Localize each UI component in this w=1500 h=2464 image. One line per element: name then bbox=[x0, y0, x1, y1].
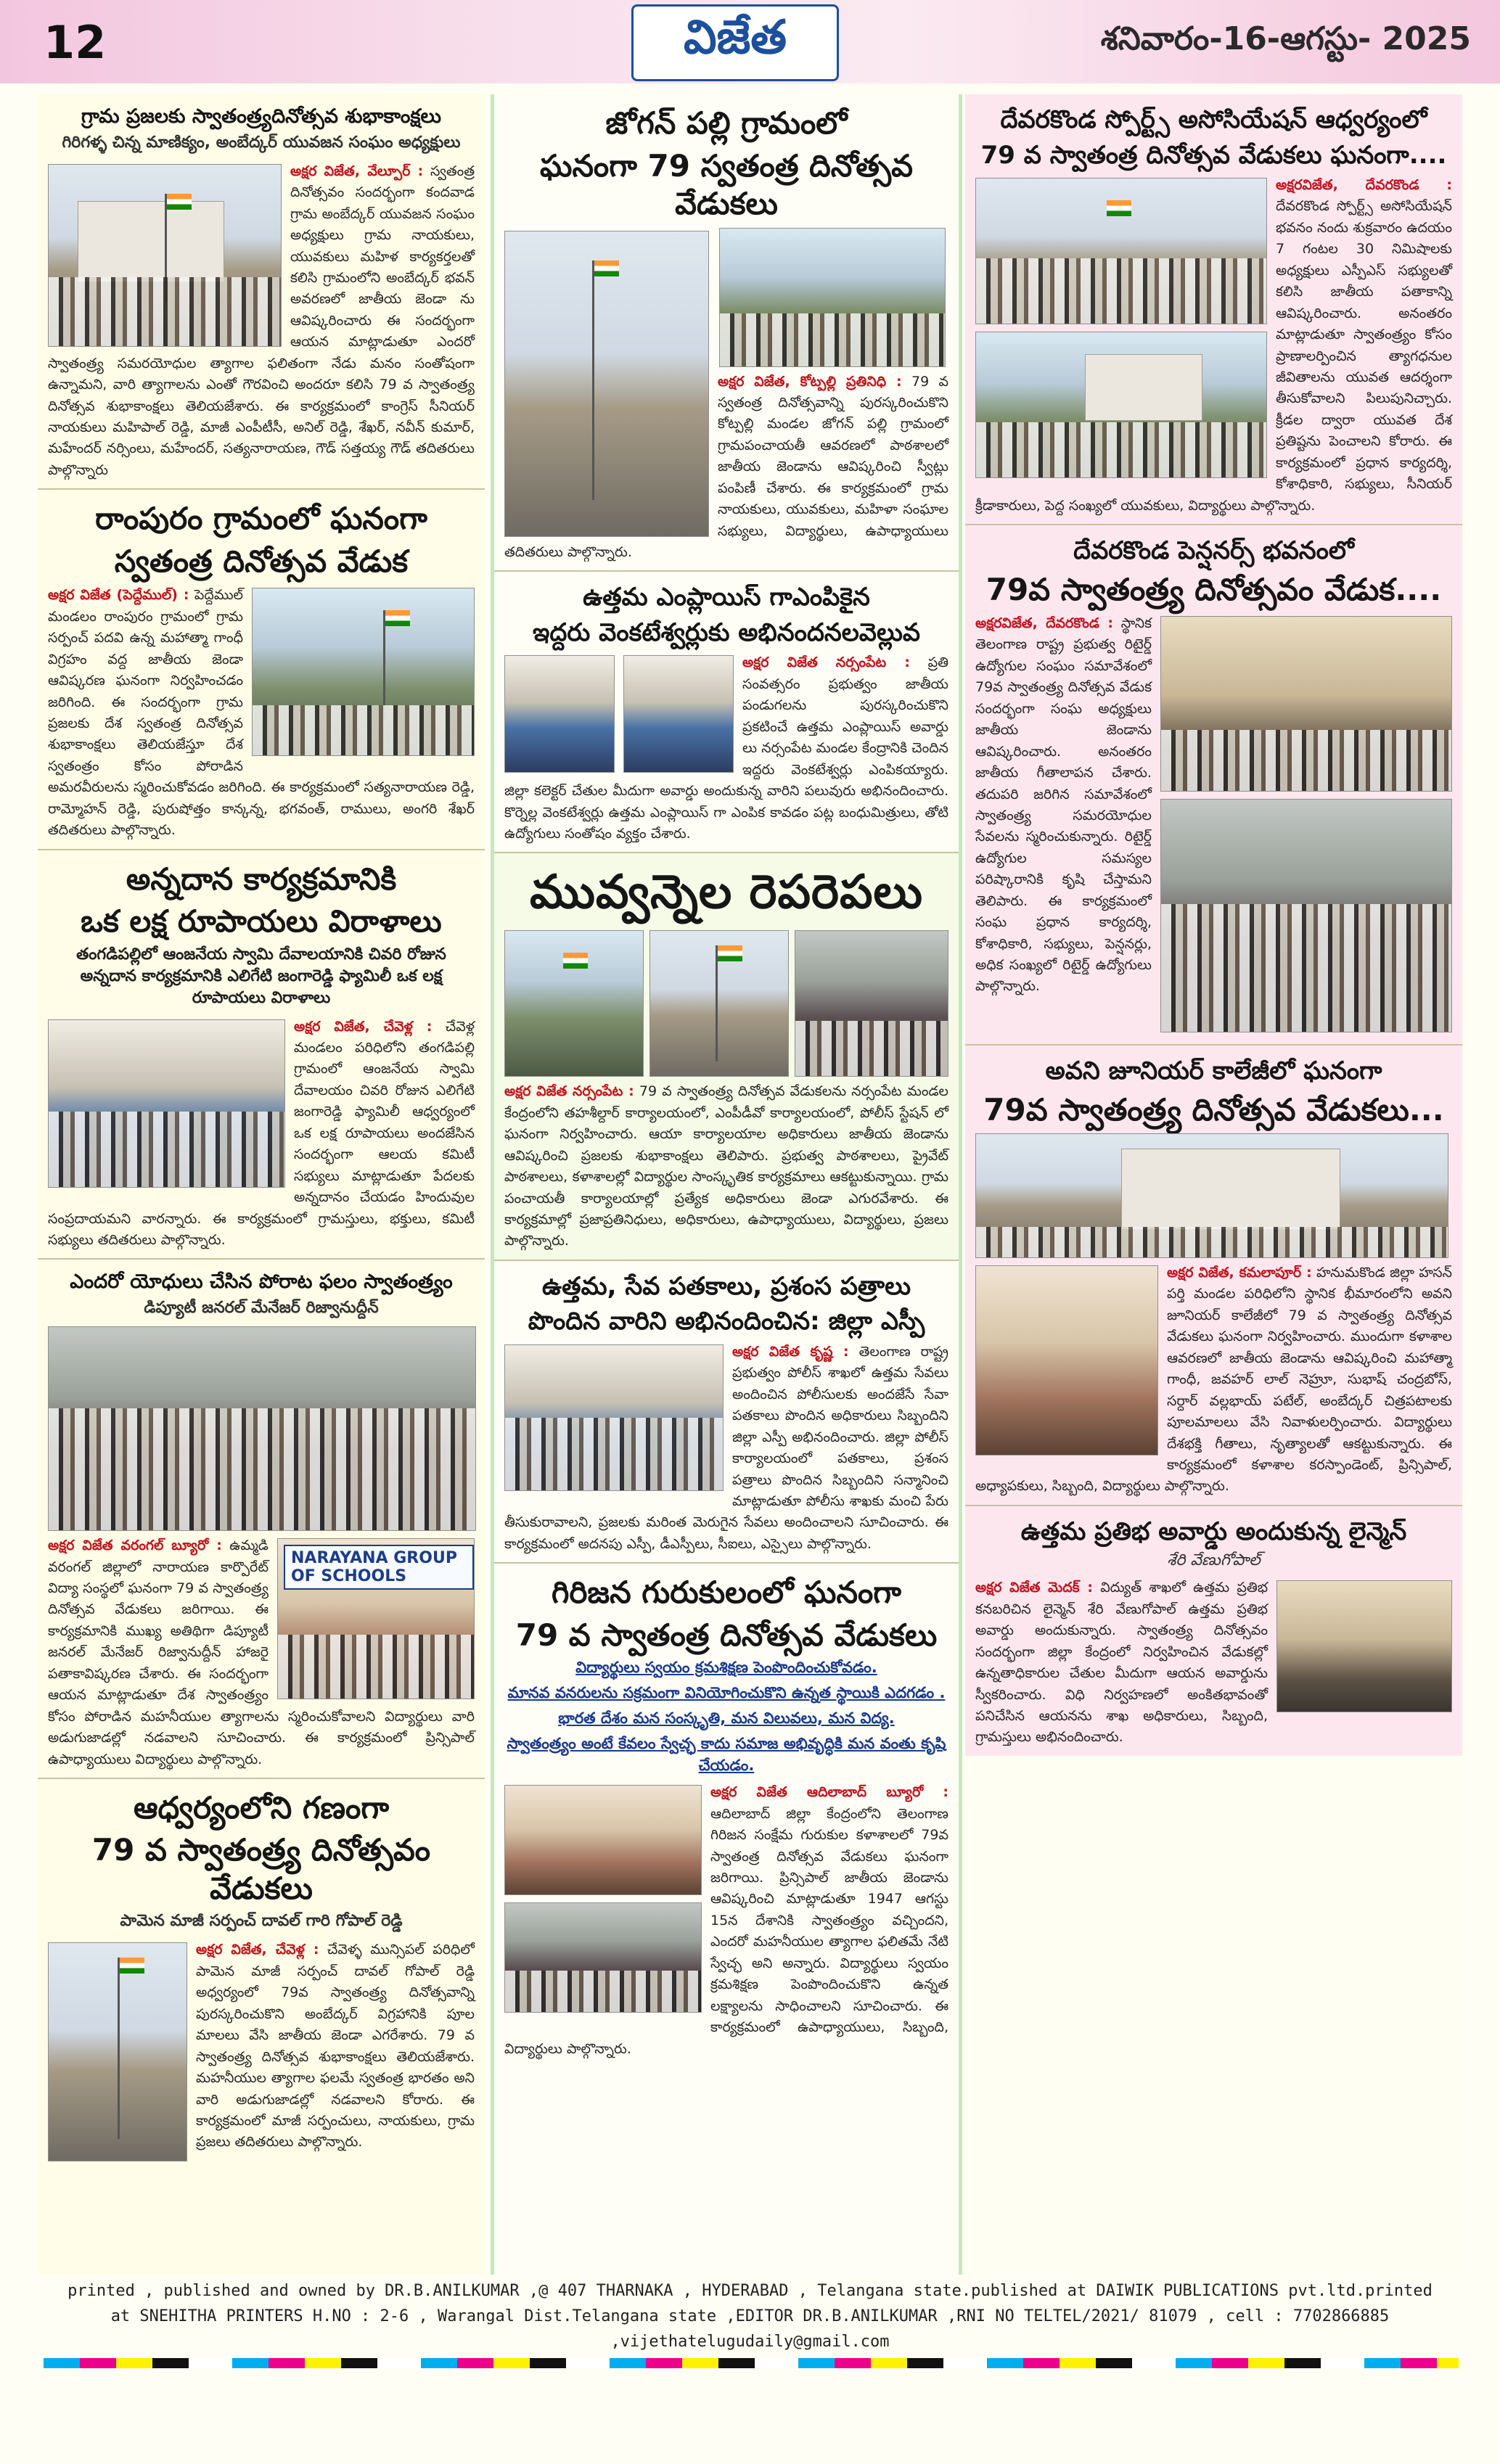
photo-award-handover bbox=[1276, 1580, 1452, 1712]
crowd-shape bbox=[278, 1635, 474, 1699]
headline-line1: ఉత్తమ ఎంప్లాయిస్ గాఎంపికైన bbox=[583, 583, 870, 612]
story-body: ప్రతి సంవత్సరం ప్రభుత్వం జాతీయ పండుగలను పురస్కరించుకొని ప్రకటించే ఉత్తమ ఎంప్లాయిస్ అవార్డు లు నర్సంపేట మండల కేంద్రానికి చెందిన ఇద్దరు వెంకటేశ్వర్లు ఎంపికయ్యారు. జిల్లా కలెక్టర్ చేతుల మీదుగా అవార్డు అందుకున్న వారిని పలువురు అభినందించారు. కొర్నెల్ల వెంకటేశ్వర్లు ఉత్తమ ఎంప్లాయిస్ గా ఎంపిక కావడం పట్ల బంధుమిత్రులు, తోటి ఉద్యోగులు సంతోషం వ్యక్తం చేశారు. bbox=[504, 654, 948, 842]
story-body: పెద్దేముల్ మండలం రాంపురం గ్రామంలో గ్రామ సర్పంచ్ పదవి ఉన్న మహాత్మా గాంధీ విగ్రహం వద్ద జాతీయ జెండా ఆవిష్కరణ ఘనంగా నిర్వహించడం జరిగింది. ఈ సందర్భంగా గ్రామ ప్రజలకు దేశ స్వతంత్ర దినోత్సవ శుభాకాంక్షలు తెలియజేస్తూ దేశ స్వతంత్రం కోసం పోరాడిన అమరవీరులను స్మరించుకోవడం జరిగింది. ఈ కార్యక్రమంలో సత్యనారాయణ రెడ్డి, రామ్మోహన్ రెడ్డి, పురుషోత్తం కాన్కన్న, భగవంత్, రాములు, అంగరి శేఖర్ తదితరులు పాల్గొన్నారు. bbox=[48, 587, 475, 839]
page-header bbox=[0, 0, 1500, 83]
photo-flag-hoisting bbox=[48, 164, 282, 347]
photo-pensioners-meeting bbox=[1160, 799, 1452, 1032]
story-body: ఆదిలాబాద్ జిల్లా కేంద్రంలోని తెలంగాణ గిరిజన సంక్షేమ గురుకుల కళాశాలలో 79వ స్వాతంత్ర దినోత్సవ వేడుకలు ఘనంగా జరిగాయి. ప్రిన్సిపాల్ జాతీయ జెండాను ఆవిష్కరించి మాట్లాడుతూ 1947 ఆగస్టు 15న దేశానికి స్వాతంత్ర్యం వచ్చిందని, ఎందరో మహనీయుల త్యాగాల ఫలితమే నేటి స్వేచ్ఛ అని అన్నారు. విద్యార్థులు స్వయం క్రమశిక్షణ పెంపొందించుకొని ఉన్నత లక్ష్యాలను సాధించాలని సూచించారు. ఈ కార్యక్రమంలో ఉపాధ్యాయులు, సిబ్బంది, విద్యార్థులు పాల్గొన్నారు. bbox=[504, 1805, 948, 2057]
flag-icon bbox=[594, 260, 619, 276]
headline: ఎందరో యోధులు చేసిన పోరాట ఫలం స్వాతంత్ర్యం bbox=[70, 1270, 453, 1294]
flag-pole bbox=[118, 1958, 120, 2139]
subhead: గిరిగళ్ళ చిన్న మాణిక్యం, అంబేద్కర్ యువజన సంఘం అధ్యక్షులు bbox=[62, 133, 461, 152]
headline-line1: రాంపురం గ్రామంలో ఘనంగా bbox=[95, 501, 427, 537]
photo-gurukul-stage bbox=[504, 1785, 702, 1895]
story-narayana-school bbox=[38, 1260, 485, 1779]
dateline: అక్షర విజేత ఆదిలాబాద్ బ్యూరో : bbox=[710, 1784, 948, 1801]
building-shape bbox=[78, 201, 224, 282]
photo-award-1 bbox=[504, 655, 615, 773]
story-best-employees bbox=[494, 572, 959, 853]
dateline: అక్షరవిజేత, దేవరకొండ : bbox=[975, 615, 1113, 631]
subhead: శేరి వేణుగోపాల్ bbox=[1167, 1551, 1261, 1570]
photo-college-portraits bbox=[975, 1265, 1158, 1455]
headline-line2: 79 వ స్వాతంత్ర దినోత్సవ వేడుకలు bbox=[515, 1617, 938, 1653]
photo-students-assembly bbox=[48, 1326, 476, 1531]
flag-icon bbox=[1107, 200, 1131, 216]
building-shape bbox=[1085, 354, 1202, 421]
subhead: తంగడిపల్లిలో ఆంజనేయ స్వామి దేవాలయానికి చివరి రోజున అన్నదాన కార్యక్రమానికి ఎలిగేటి జంగారెడ్డి ఫ్యామిలీ ఒక లక్ష రూపాయలు విరాళాలు bbox=[76, 945, 446, 1007]
dateline: అక్షర విజేత నర్సంపేట : bbox=[504, 1083, 634, 1100]
photo-award-2 bbox=[623, 655, 734, 773]
building-shape bbox=[1121, 1149, 1340, 1230]
dateline: అక్షర విజేత (పెద్దేముల్) : bbox=[48, 587, 189, 604]
crowd-shape bbox=[795, 1021, 948, 1076]
quote-1: విద్యార్థులు స్వయం క్రమశిక్షణ పెంపొందించుకోవడం. bbox=[575, 1659, 877, 1677]
crowd-shape bbox=[49, 277, 281, 346]
story-body: స్థానిక తెలంగాణ రాష్ట్ర ప్రభుత్వ రిటైర్డ్ ఉద్యోగుల సంఘం సమావేశంలో 79వ స్వాతంత్ర్య దినోత్సవ వేడుక సందర్భంగా సంఘ అధ్యక్షులు జాతీయ జెండాను ఆవిష్కరించారు. అనంతరం జాతీయ గీతాలాపన చేశారు. తదుపరి జరిగిన సమావేశంలో స్వాతంత్ర్య సమరయోధుల సేవలను స్మరించుకున్నారు. రిటైర్డ్ ఉద్యోగుల సమస్యల పరిష్కారానికి కృషి చేస్తామని తెలిపారు. ఈ కార్యక్రమంలో సంఘ ప్రధాన కార్యదర్శి, కోశాధికారి, సభ్యులు, పెన్షనర్లు, అధిక సంఖ్యలో రిటైర్డ్ ఉద్యోగులు పాల్గొన్నారు. bbox=[975, 615, 1152, 995]
headline-line1: అవని జూనియర్ కాలేజీలో ఘనంగా bbox=[1045, 1056, 1382, 1085]
dateline: అక్షర విజేత, కోట్పల్లి ప్రతినిధి : bbox=[718, 373, 902, 390]
story-body: 79 వ స్వతంత్ర దినోత్సవాన్ని పురస్కరించుకొని కోట్పల్లి మండల జోగన్ పల్లి గ్రామంలో గ్రామపంచాయతీ ఆవరణలో పాఠశాలలో జాతీయ జెండాను ఆవిష్కరించి స్వీట్లు పంపిణీ చేశారు. ఈ కార్యక్రమంలో గ్రామ నాయకులు, యువకులు, మహిళా సంఘాల సభ్యులు, విద్యార్థులు, ఉపాధ్యాయులు తదితరులు పాల్గొన్నారు. bbox=[504, 373, 948, 560]
column-left bbox=[38, 94, 485, 2275]
flag-icon bbox=[385, 610, 410, 626]
crowd-shape bbox=[253, 705, 474, 755]
photo-statue-garland bbox=[504, 231, 709, 537]
photo-sports-crowd bbox=[975, 332, 1267, 478]
photo-office-flag bbox=[504, 930, 644, 1077]
headline-line2: 79 వ స్వాతంత్ర్య దినోత్సవం వేడుకలు bbox=[91, 1832, 431, 1906]
photo-police-flag bbox=[649, 930, 789, 1077]
headline-line1: దేవరకొండ పెన్షనర్స్ భవనంలో bbox=[1073, 536, 1354, 565]
headline-line2: 79 వ స్వాతంత్ర దినోత్సవ వేడుకలు ఘనంగా.... bbox=[980, 140, 1447, 170]
headline-line1: ఆధ్వర్యంలోని గణంగా bbox=[133, 1789, 390, 1826]
column-right bbox=[965, 94, 1462, 2275]
crowd-shape bbox=[49, 1408, 475, 1530]
quote-3: భారత దేశం మన సంస్కృతి, మన విలువలు, మన విద్య. bbox=[558, 1709, 895, 1728]
story-rampuram bbox=[38, 490, 485, 850]
photo-donation-event bbox=[48, 1019, 285, 1188]
crowd-shape bbox=[49, 1112, 284, 1187]
story-pensioners bbox=[965, 525, 1462, 1046]
story-body: హనుమకొండ జిల్లా హసన్ పర్తి మండల పరిధిలోని స్థానిక భీమారంలోని అవని జూనియర్ కాలేజీలో 79 వ స్వాతంత్ర్య దినోత్సవ వేడుకలు ఘనంగా నిర్వహించారు. ముందుగా కళాశాల ఆవరణలో జాతీయ జెండాను ఆవిష్కరించి మహాత్మా గాంధీ, జవహర్ లాల్ నెహ్రూ, సుభాష్ చంద్రబోస్, సర్దార్ వల్లభాయ్ పటేల్, అంబేద్కర్ చిత్రపటాలకు పూలమాలలు వేసి నివాళులర్పించారు. విద్యార్థులు దేశభక్తి గీతాలు, నృత్యాలతో ఆకట్టుకున్నారు. ఈ కార్యక్రమంలో కళాశాల కరస్పాండెంట్, ప్రిన్సిపాల్, అధ్యాపకులు, సిబ్బంది, విద్యార్థులు పాల్గొన్నారు. bbox=[975, 1265, 1452, 1495]
quote-4: స్వాతంత్ర్యం అంటే కేవలం స్వేచ్ఛ కాదు సమాజ అభివృద్ధికి మన వంతు కృషి చేయడం. bbox=[507, 1735, 946, 1775]
headline: గ్రామ ప్రజలకు స్వాతంత్ర్యదినోత్సవ శుభాకాంక్షలు bbox=[81, 105, 442, 128]
headline-line1: ఉత్తమ, సేవ పతకాలు, ప్రశంస పత్రాలు bbox=[542, 1271, 911, 1301]
photo-narayana-banner bbox=[277, 1538, 475, 1699]
story-body: చేవెళ్ల మండలం పరిధిలోని తంగడిపల్లి గ్రామంలో ఆంజనేయ స్వామి దేవాలయం చివరి రోజున ఎలిగేటి జంగారెడ్డి ఫ్యామిలీ ఆధ్వర్యంలో ఒక లక్ష రూపాయలు అందజేసిన సందర్భంగా ఆలయ కమిటీ సభ్యులు మాట్లాడుతూ పేదలకు అన్నదానం చేయడం హిందువుల సంప్రదాయమని వారన్నారు. ఈ కార్యక్రమంలో గ్రామస్తులు, భక్తులు, కమిటీ సభ్యులు తదితరులు పాల్గొన్నారు. bbox=[48, 1018, 475, 1248]
story-body: 79 వ స్వాతంత్ర్య దినోత్సవ వేడుకలను నర్సంపేట మండల కేంద్రంలోని తహశీల్దార్ కార్యాలయంలో, ఎంపీడీవో కార్యాలయంలో, పోలీస్ స్టేషన్ లో ఘనంగా నిర్వహించారు. ఆయా కార్యాలయాల అధికారులు జాతీయ జెండాను ఆవిష్కరించి ప్రజలకు శుభాకాంక్షలు తెలిపారు. ప్రభుత్వ పాఠశాలలు, ప్రైవేట్ పాఠశాలలు, కళాశాలల్లో విద్యార్థుల సాంస్కృతిక కార్యక్రమాలు ఆకట్టుకున్నాయి. గ్రామ పంచాయతీ కార్యాలయాల్లో ప్రత్యేక అధికారులు జెండా ఎగురవేశారు. ఈ కార్యక్రమాల్లో ప్రజాప్రతినిధులు, అధికారులు, ఉపాధ్యాయులు, విద్యార్థులు, ప్రజలు పాల్గొన్నారు. bbox=[504, 1083, 948, 1249]
dateline: అక్షర విజేత నర్సంపేట : bbox=[742, 654, 911, 671]
crowd-shape bbox=[976, 422, 1266, 477]
flag-icon bbox=[120, 1958, 144, 1974]
story-body: దేవరకొండ స్పోర్ట్స్ అసోసియేషన్ భవనం నందు శుక్రవారం ఉదయం 7 గంటల 30 నిమిషాలకు అధ్యక్షులు ఎస్పీఎస్ సభ్యులతో కలిసి జాతీయ పతాకాన్ని ఆవిష్కరించారు. అనంతరం మాట్లాడుతూ స్వాతంత్ర్యం కోసం ప్రాణాలర్పించిన త్యాగధనుల జీవితాలను యువత ఆదర్శంగా తీసుకోవాలని పిలుపునిచ్చారు. క్రీడల ద్వారా యువత దేశ ప్రతిష్టను పెంచాలని కోరారు. ఈ కార్యక్రమంలో ప్రధాన కార్యదర్శి, కోశాధికారి, సభ్యులు, సీనియర్ క్రీడాకారులు, పెద్ద సంఖ్యలో యువకులు, విద్యార్థులు పాల్గొన్నారు. bbox=[975, 198, 1452, 514]
crowd-shape bbox=[976, 1227, 1448, 1258]
flag-icon bbox=[718, 945, 742, 961]
photo-villagers bbox=[719, 228, 946, 367]
subhead: పామెన మాజీ సర్పంచ్ దావల్ గారి గోపాల్ రెడ్డి bbox=[120, 1912, 403, 1931]
story-body: తెలంగాణ రాష్ట్ర ప్రభుత్వం పోలీస్ శాఖలో ఉత్తమ సేవలు అందించిన పోలీసులకు అందజేసే సేవా పతకాలు పొందిన అధికారులు సిబ్బందిని జిల్లా ఎస్పీ అభినందించారు. జిల్లా పోలీస్ కార్యాలయంలో పతకాలు, ప్రశంస పత్రాలు పొందిన సిబ్బందిని సన్మానించి మాట్లాడుతూ పోలీసు శాఖకు మంచి పేరు తీసుకురావాలని, ప్రజలకు మరింత మెరుగైన సేవలు అందించాలని సూచించారు. ఈ కార్యక్రమంలో అదనపు ఎస్పీ, డీఎస్పీలు, సీఐలు, ఎస్సైలు పాల్గొన్నారు. bbox=[504, 1343, 948, 1552]
story-police-medals bbox=[494, 1261, 959, 1564]
crowd-shape bbox=[1161, 904, 1451, 1032]
story-body: చేవెళ్ళ మున్సిపల్ పరిధిలో పామెన మాజీ సర్పంచ్ దావల్ గోపాల్ రెడ్డి అధ్వర్యంలో 79వ స్వాతంత్ర్య దినోత్సవాన్ని పురస్కరించుకొని అంబేద్కర్ విగ్రహానికి పూల మాలలు వేసి జాతీయ జెండా ఎగరేశారు. 79 వ స్వాతంత్ర్య దినోత్సవ శుభాకాంక్షలు తెలియజేశారు. మహనీయుల త్యాగాల ఫలమే స్వతంత్ర భారతం అని వారి అడుగుజాడల్లో నడవాలని కోరారు. ఈ కార్యక్రమంలో మాజీ సర్పంచులు, నాయకులు, గ్రామ ప్రజలు తదితరులు పాల్గొన్నారు. bbox=[196, 1942, 475, 2151]
headline-line1: జోగన్ పల్లి గ్రామంలో bbox=[605, 105, 848, 141]
flag-pole bbox=[716, 945, 718, 1061]
dateline: అక్షర విజేత వరంగల్ బ్యూరో : bbox=[48, 1537, 222, 1554]
photo-pensioners-hall bbox=[1160, 616, 1452, 792]
crowd-shape bbox=[505, 1418, 723, 1490]
dateline: అక్షర విజేత మెదక్ : bbox=[975, 1580, 1093, 1596]
story-body: విద్యుత్ శాఖలో ఉత్తమ ప్రతిభ కనబరిచిన లైన్మెన్ శేరి వేణుగోపాల్ ఉత్తమ ప్రతిభ అవార్డు అందుకున్నారు. స్వాతంత్ర్య దినోత్సవం సందర్భంగా జిల్లా కేంద్రంలో నిర్వహించిన వేడుకల్లో ఉన్నతాధికారుల చేతుల మీదుగా ఆయన అవార్డును స్వీకరించారు. విధి నిర్వహణలో అంకితభావంతో పనిచేసిన ఆయనను శాఖ అధికారులు, సిబ్బంది, గ్రామస్తులు అభినందించారు. bbox=[975, 1580, 1268, 1746]
photo-salute bbox=[795, 930, 948, 1077]
story-devarakonda-sports bbox=[965, 94, 1462, 525]
photo-college-building bbox=[975, 1133, 1448, 1258]
crowd-shape bbox=[1161, 730, 1451, 791]
crowd-shape bbox=[720, 313, 945, 366]
flag-icon bbox=[167, 194, 192, 210]
photo-gurukul-students bbox=[504, 1902, 702, 2013]
headline-line2: ఘనంగా 79 స్వతంత్ర దినోత్సవ వేడుకలు bbox=[540, 147, 913, 221]
story-body: స్వతంత్ర దినోత్సవం సందర్భంగా కందవాడ గ్రామ అంబేద్కర్ యువజన సంఘం అధ్యక్షులు గ్రామ నాయకులు, యువకులు మహిళ కార్యకర్తలతో కలిసి గ్రామంలోని అంబేద్కర్ భవన్ అవరణలో జాతీయ జెండా ను ఆవిష్కరించారు ఈ సందర్భంగా ఆయన మాట్లాడుతూ ఎందరో స్వాతంత్ర్య సమరయోధుల త్యాగాల ఫలితంగా నేడు మనం సంతోషంగా ఉన్నామని, వారి త్యాగాలను ఎంతో గౌరవించి అందరూ కలిసి 79 వ స్వాతంత్ర్య దినోత్సవ శుభాకాంక్షలు తెలియజేశారు. ఈ కార్యక్రమంలో కాంగ్రెస్ సీనియర్ నాయకులు మహిపాల్ రెడ్డి, మాజీ ఎంపీటీసీ, అనిల్ రెడ్డి, శేఖర్, నవీన్ కుమార్, మహేందర్ నర్సింలు, మహేందర్, సత్యనారాయణ, గౌడ్ సత్తయ్య గౌడ్ తదితరులు పాల్గొన్నారు bbox=[48, 163, 475, 478]
headline-line2: పొందిన వారిని అభినందించిన: జిల్లా ఎస్పీ bbox=[528, 1307, 925, 1336]
imprint-footer bbox=[38, 2278, 1462, 2352]
crowd-shape bbox=[976, 258, 1266, 324]
flag-pole bbox=[383, 610, 385, 719]
flag-icon bbox=[563, 953, 588, 969]
headline-line1: గిరిజన గురుకులంలో ఘనంగా bbox=[552, 1574, 901, 1611]
page-number: 12 bbox=[44, 16, 107, 69]
imprint-line-2: at SNEHITHA PRINTERS H.NO : 2-6 , Warangal Dist.Telangana state ,EDITOR DR.B.ANILKUMAR ,RNI NO TELTEL/2021/ 81079 , cell : 7702866885 ,vijethatelugudaily@gmail.com bbox=[110, 2307, 1390, 2352]
dateline: అక్షర విజేత, చేవెళ్ల : bbox=[294, 1018, 433, 1035]
dateline: అక్షర విజేత కృష్ణ : bbox=[732, 1343, 849, 1360]
column-center bbox=[491, 94, 962, 2275]
story-annadanam-donation bbox=[38, 850, 485, 1260]
story-village-greetings bbox=[38, 94, 485, 490]
subhead: డిప్యూటీ జనరల్ మేనేజర్ రిజ్వానుద్దీన్ bbox=[144, 1299, 379, 1318]
story-tricolour bbox=[494, 853, 959, 1261]
photo-row bbox=[504, 926, 948, 1081]
dateline: అక్షర విజేత, వేల్పూర్ : bbox=[290, 163, 424, 179]
imprint-line-1: printed , published and owned by DR.B.ANILKUMAR ,@ 407 THARNAKA , HYDERABAD , Telangana state.published at DAIWIK PUBLICATIONS pvt.ltd.printed bbox=[67, 2282, 1433, 2300]
crowd-shape bbox=[505, 1971, 701, 2012]
story-pamena-celebration bbox=[38, 1779, 485, 2174]
headline: ఉత్తమ ప్రతిభ అవార్డు అందుకున్న లైన్మెన్ bbox=[1020, 1516, 1407, 1546]
quote-2: మానవ వనరులను సక్రమంగా వినియోగించుకొని ఉన్నత స్థాయికి ఎదగడం . bbox=[507, 1684, 946, 1702]
headline-line2: 79వ స్వాతంత్ర్య దినోత్సవ వేడుకలు... bbox=[983, 1091, 1444, 1128]
headline-line2: 79వ స్వాతంత్ర్య దినోత్సవం వేడుక.... bbox=[985, 571, 1442, 607]
headline-line2: ఇద్దరు వెంకటేశ్వర్లుకు అభినందనలవెల్లువ bbox=[532, 617, 921, 647]
dateline: అక్షర విజేత, చేవెళ్ల : bbox=[196, 1942, 319, 1958]
story-avani-college bbox=[965, 1046, 1462, 1506]
photo-flag-post bbox=[48, 1942, 187, 2161]
headline-line2: ఒక లక్ష రూపాయలు విరాళాలు bbox=[81, 903, 442, 940]
photo-sports-association bbox=[975, 178, 1267, 324]
story-body: ఉమ్మడి వరంగల్ జిల్లాలో నారాయణ కార్పొరేట్ విద్యా సంస్థలో ఘనంగా 79 వ స్వాతంత్ర్య దినోత్సవ వేడుకలు జరిగాయి. ఈ కార్యక్రమానికి ముఖ్య అతిథిగా డిప్యూటీ జనరల్ మేనేజర్ రిజ్వానుద్దీన్ హాజరై పతాకావిష్కరణ చేశారు. ఈ సందర్భంగా ఆయన మాట్లాడుతూ దేశ స్వాతంత్ర్యం కోసం పోరాడిన మహనీయుల త్యాగాలను స్మరించుకోవాలని విద్యార్థులు వారి అడుగుజాడల్లో నడవాలని సూచించారు. ఈ కార్యక్రమంలో ప్రిన్సిపాల్ ఉపాధ్యాయులు విద్యార్థులు పాల్గొన్నారు. bbox=[48, 1537, 475, 1767]
headline: మువ్వన్నెల రెపరెపలు bbox=[530, 866, 923, 920]
headline-line1: దేవరకొండ స్పోర్ట్స్ అసోసియేషన్ ఆధ్వర్యంలో bbox=[1000, 105, 1427, 134]
photo-village-flag bbox=[252, 588, 475, 756]
dateline: అక్షరవిజేత, దేవరకొండ : bbox=[1276, 177, 1452, 193]
print-color-bar bbox=[44, 2358, 1459, 2368]
headline-line1: అన్నదాన కార్యక్రమానికి bbox=[126, 861, 397, 897]
flag-pole bbox=[592, 260, 594, 500]
story-tribal-gurukul bbox=[494, 1564, 959, 2067]
dateline: అక్షర విజేత, కమలాపూర్ : bbox=[1167, 1265, 1312, 1281]
masthead-logo: విజేత bbox=[631, 4, 839, 81]
story-jogannapalli bbox=[494, 94, 959, 572]
issue-date: శనివారం-16-ఆగస్టు- 2025 bbox=[1100, 20, 1471, 57]
school-banner-text: NARAYANA GROUP OF SCHOOLS bbox=[284, 1545, 474, 1590]
photo-sp-felicitation bbox=[504, 1344, 724, 1491]
headline-line2: స్వతంత్ర దినోత్సవ వేడుక bbox=[114, 543, 409, 579]
story-lineman-award bbox=[965, 1506, 1462, 1756]
